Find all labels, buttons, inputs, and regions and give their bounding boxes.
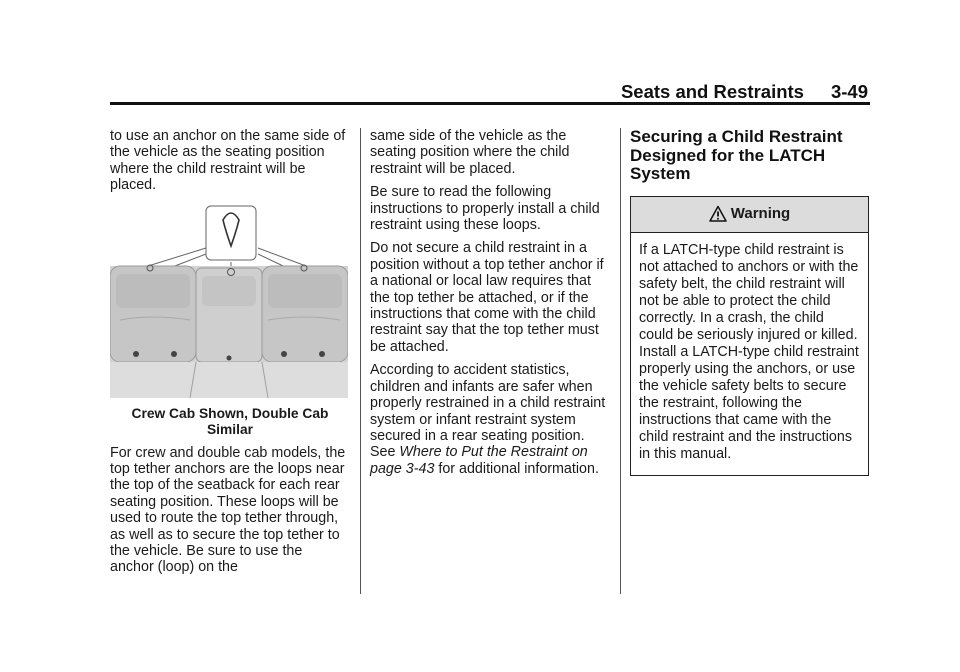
warning-title: Warning [730, 204, 791, 222]
body-paragraph: Do not secure a child restraint in a position without a top tether anchor if a national or local law requires that the top tether be attached, or if the instructions that come with the child restraint say that the top tether must be attached. [370, 240, 604, 355]
warning-triangle-icon [709, 205, 727, 223]
warning-body: If a LATCH-type child restraint is not attached to anchors or with the safety belt, the child restraint will not be able to protect the child correctly. In a crash, the child could be seriously injured or killed. Install a LATCH-type child restraint properly using the anchors, or use the vehicle safety belts to secure the restraint, following the instructions that came with the child restraint and the instructions in this manual. [639, 241, 859, 462]
body-paragraph: to use an anchor on the same side of the vehicle as the seating position where the child restraint will be placed. [110, 128, 346, 194]
body-paragraph: same side of the vehicle as the seating position where the child restraint will be placed. [370, 128, 570, 177]
page-number: 3-49 [830, 81, 868, 102]
section-title: Seats and Restraints [620, 81, 804, 102]
cross-reference-link[interactable]: Where to Put the Restraint on page 3-43 [370, 444, 588, 477]
body-paragraph: Be sure to read the following instructions to properly install a child restraint using these loops. [370, 184, 600, 234]
column-2 [370, 128, 610, 484]
warning-header [631, 197, 868, 233]
warning-box [630, 196, 869, 476]
figure-caption: Crew Cab Shown, Double Cab Similar [131, 405, 329, 437]
subsection-heading: Securing a Child Restraint Designed for the LATCH System [630, 127, 843, 183]
rear-seat-illustration [110, 202, 348, 398]
column-divider [620, 128, 621, 594]
column-3 [630, 128, 870, 476]
page-header [110, 81, 868, 103]
column-1 [110, 128, 350, 583]
paragraph-text: for additional information. [434, 460, 599, 477]
body-paragraph [370, 362, 610, 477]
paragraph-text: According to accident statistics, children and infants are safer when properly restrained in a child restraint system or infant restraint system secured in a rear seating position. See [370, 362, 606, 461]
column-divider [360, 128, 361, 594]
body-paragraph: For crew and double cab models, the top tether anchors are the loops near the top of the seatback for each rear seating position. These loops will be used to route the top tether through, as well as to secure the top tether to the vehicle. Be sure to use the anchor (loop) on the [110, 444, 346, 576]
header-rule [110, 102, 870, 105]
